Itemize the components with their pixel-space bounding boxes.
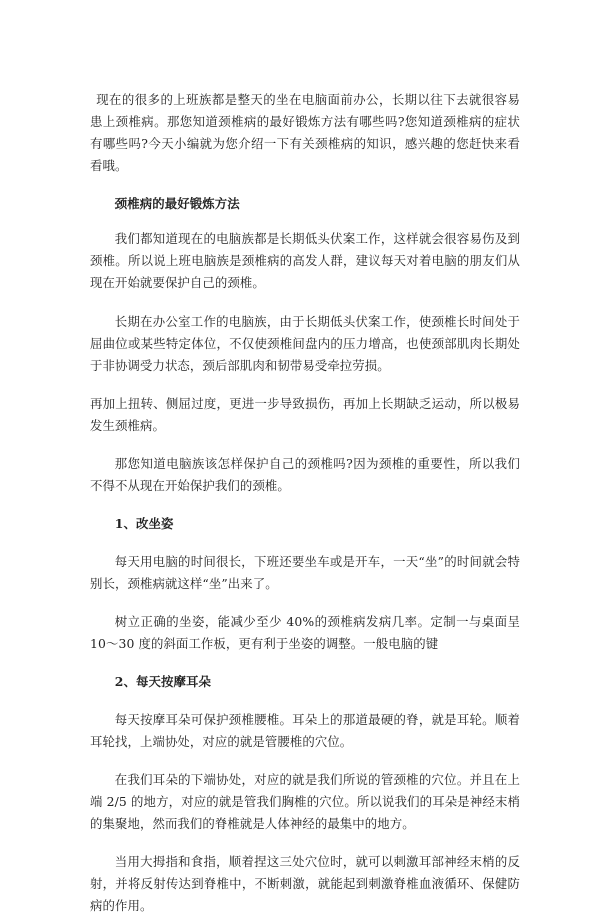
body-paragraph-4: 那您知道电脑族该怎样保护自己的颈椎吗?因为颈椎的重要性，所以我们不得不从现在开始保护我们的颈椎。: [90, 456, 520, 493]
body-paragraph-7: 每天按摩耳朵可保护颈椎腰椎。耳朵上的那道最硬的脊，就是耳轮。顺着耳轮找，上端协处，对应的就是管腰椎的穴位。: [90, 712, 520, 749]
body-paragraph-8: 在我们耳朵的下端协处，对应的就是我们所说的管颈椎的穴位。并且在上端 2/5 的地方，对应的就是管我们胸椎的穴位。所以说我们的耳朵是神经末梢的集聚地，然而我们的脊椎就是人体神经的最集中的地方。: [90, 772, 520, 831]
body-paragraph-6: 树立正确的坐姿，能减少至少 40%的颈椎病发病几率。定制一与桌面呈 10～30 度的斜面工作板，更有利于坐姿的调整。一般电脑的键: [90, 614, 520, 651]
section-heading-1: 1、改坐姿: [114, 516, 174, 531]
body-paragraph-9: 当用大拇指和食指，顺着捏这三处穴位时，就可以刺激耳部神经末梢的反射，并将反射传达到脊椎中，不断刺激，就能起到刺激脊椎血液循环、保健防病的作用。: [90, 854, 520, 913]
section-heading-2: 2、每天按摩耳朵: [114, 674, 211, 689]
intro-paragraph: 现在的很多的上班族都是整天的坐在电脑面前办公，长期以往下去就很容易患上颈椎病。那您知道颈椎病的最好锻炼方法有哪些吗?您知道颈椎病的症状有哪些吗?今天小编就为您介绍一下有关颈椎病的知识，感兴趣的您赶快来看看哦。: [90, 92, 520, 173]
document-page: [90, 89, 520, 917]
body-paragraph-3: 再加上扭转、侧屈过度，更进一步导致损伤，再加上长期缺乏运动，所以极易发生颈椎病。: [90, 396, 520, 433]
body-paragraph-5: 每天用电脑的时间很长，下班还要坐车或是开车，一天“坐”的时间就会特别长，颈椎病就这样“坐”出来了。: [90, 554, 520, 591]
section-heading-main: 颈椎病的最好锻炼方法: [114, 196, 240, 211]
body-paragraph-2: 长期在办公室工作的电脑族，由于长期低头伏案工作，使颈椎长时间处于屈曲位或某些特定体位，不仅使颈椎间盘内的压力增高，也使颈部肌肉长期处于非协调受力状态，颈后部肌肉和韧带易受牵拉劳损。: [90, 314, 520, 373]
body-paragraph-1: 我们都知道现在的电脑族都是长期低头伏案工作，这样就会很容易伤及到颈椎。所以说上班电脑族是颈椎病的高发人群，建议每天对着电脑的朋友们从现在开始就要保护自己的颈椎。: [90, 231, 520, 290]
